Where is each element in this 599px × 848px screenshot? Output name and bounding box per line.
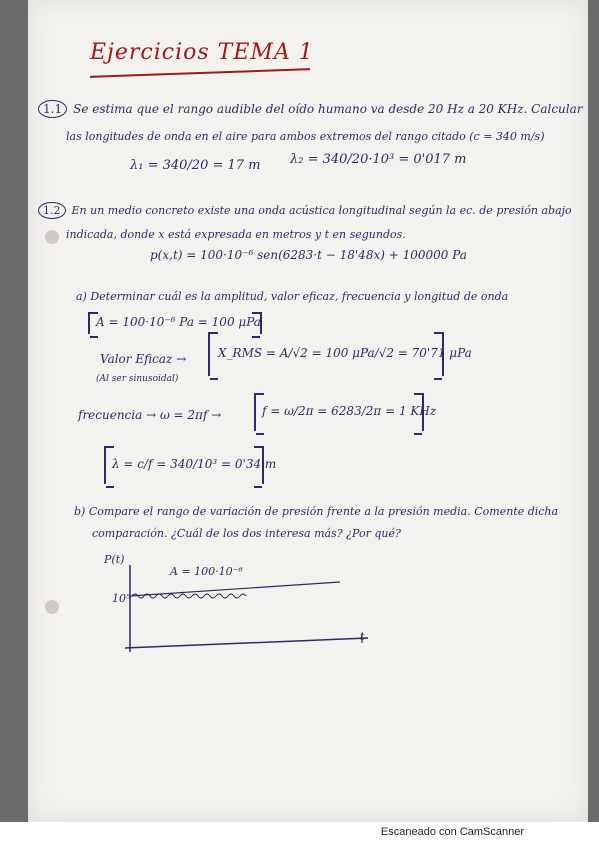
frequency-label: frecuencia → ω = 2πf → [78, 408, 222, 422]
formula-lambda1: λ₁ = 340/20 = 17 m [130, 158, 261, 173]
formula-lambda2: λ₂ = 340/20·10³ = 0'017 m [290, 152, 467, 167]
exercise-text-line: En un medio concreto existe una onda acústica longitudinal según la ec. de presión abajo [71, 204, 572, 217]
rms-note: (Al ser sinusoidal) [96, 374, 179, 384]
graph-x-label: t [360, 630, 365, 643]
pressure-equation: p(x,t) = 100·10⁻⁶ sen(6283·t − 18'48x) + 100000 Pa [150, 248, 467, 262]
graph-y-label: P(t) [104, 553, 125, 566]
exercise-number: 1.1 [38, 100, 67, 118]
part-b-question: comparación. ¿Cuál de los dos interesa más? ¿Por qué? [92, 527, 401, 540]
exercise-1-1 [38, 100, 583, 118]
part-b-question: b) Compare el rango de variación de presión frente a la presión media. Comente dicha [74, 505, 559, 518]
rms-answer: X_RMS = A/√2 = 100 μPa/√2 = 70'71 μPa [218, 346, 472, 360]
mean-pressure-line [130, 582, 340, 596]
wave-curve [132, 594, 246, 598]
scanner-watermark: Escaneado con CamScanner [380, 826, 524, 838]
exercise-1-2 [38, 202, 572, 219]
binder-hole [45, 230, 59, 244]
part-a-question: a) Determinar cuál es la amplitud, valor eficaz, frecuencia y longitud de onda [76, 290, 509, 303]
exercise-number: 1.2 [38, 202, 66, 219]
exercise-text-line: indicada, donde x está expresada en metros y t en segundos. [66, 228, 406, 241]
exercise-text-line: las longitudes de onda en el aire para ambos extremos del rango citado (c = 340 m/s) [66, 130, 545, 143]
graph-mean-label: 10⁵ [112, 592, 131, 605]
x-axis [125, 638, 368, 648]
wavelength-answer: λ = c/f = 340/10³ = 0'34 m [112, 457, 277, 471]
amplitude-answer: A = 100·10⁻⁶ Pa = 100 μPa [96, 315, 261, 329]
binder-hole [45, 600, 59, 614]
graph-amplitude-label: A = 100·10⁻⁶ [170, 565, 243, 578]
frequency-answer: f = ω/2π = 6283/2π = 1 KHz [262, 404, 437, 418]
page-title: Ejercicios TEMA 1 [90, 40, 314, 65]
exercise-text-line: Se estima que el rango audible del oído humano va desde 20 Hz a 20 KHz. Calcular [73, 102, 583, 116]
rms-label: Valor Eficaz → [100, 352, 187, 366]
